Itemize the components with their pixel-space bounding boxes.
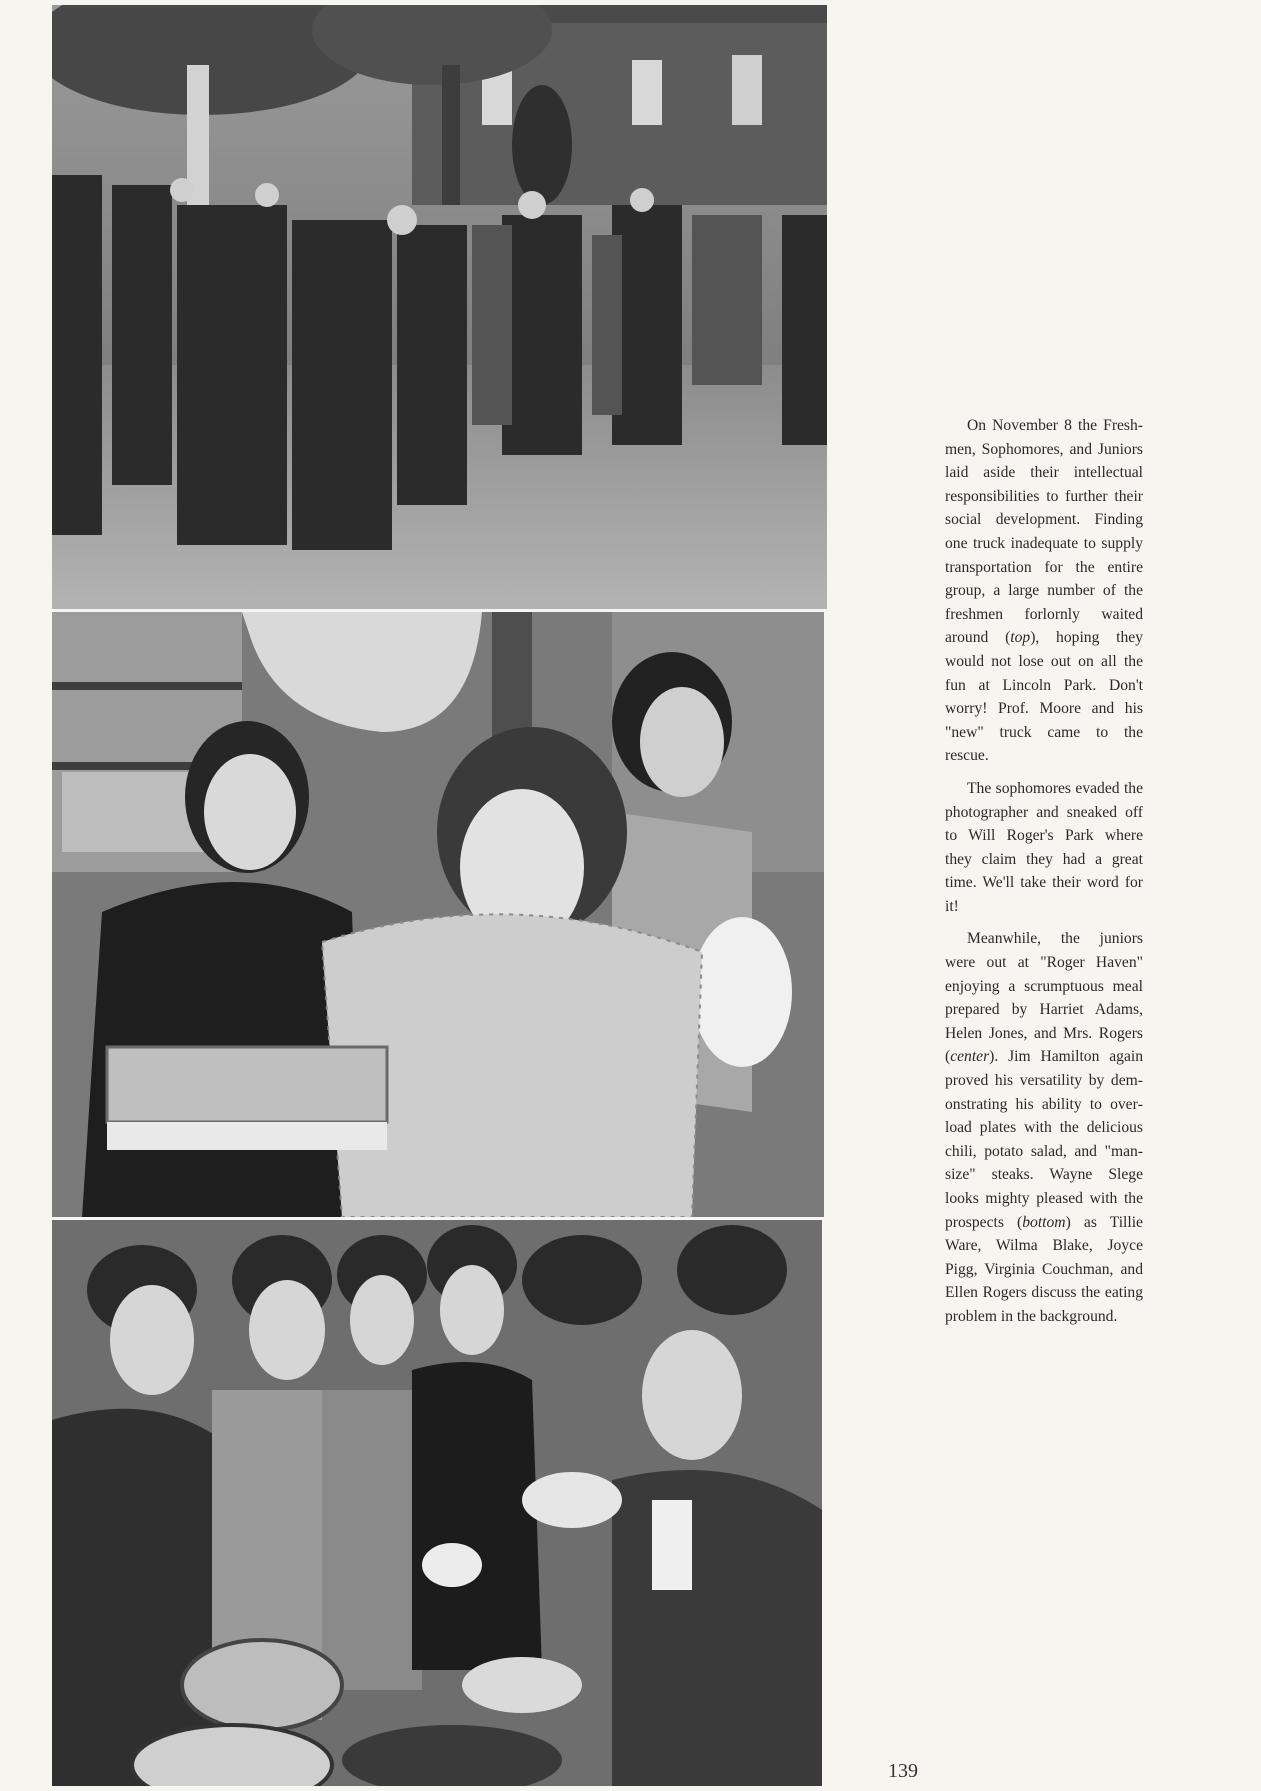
caption-paragraph-3: Meanwhile, the juniors were out at "Roger Haven" enjoying a scrumptuous meal prepared by Harriet Adams, Helen Jones, and Mrs. Rogers (center). Jim Hamilton again proved his versatility by demonstrating his ability to overload plates with the delicious chili, potato salad, and "mansize" steaks. Wayne Slege looks mighty pleased with the prospects (bottom) as Tillie Ware, Wilma Blake, Joyce Pigg, Virginia Couchman, and Ellen Rogers discuss the eating problem in the background. — [945, 930, 1143, 1325]
students-waiting-outdoors-photo — [52, 5, 827, 609]
juniors-serving-meal-photo — [52, 612, 824, 1217]
caption-paragraph-2: The sophomores evaded the photographer and sneaked off to Will Roger's Park where they claim they had a great time. We'll take their word for it! — [945, 779, 1143, 915]
page-number: 139 — [888, 1760, 918, 1782]
caption-paragraph-1: On November 8 the Freshmen, Sophomores, and Juniors laid aside their intellectual responsibilities to further their social development. Finding one truck inadequate to supply transportation for the entire group, a large number of the freshmen forlornly waited around (top), hoping they would not lose out on all the fun at Lincoln Park. Don't worry! Prof. Moore and his "new" truck came to the rescue. — [945, 417, 1143, 765]
caption-text — [945, 414, 1143, 1338]
students-eating-line-photo — [52, 1220, 822, 1786]
